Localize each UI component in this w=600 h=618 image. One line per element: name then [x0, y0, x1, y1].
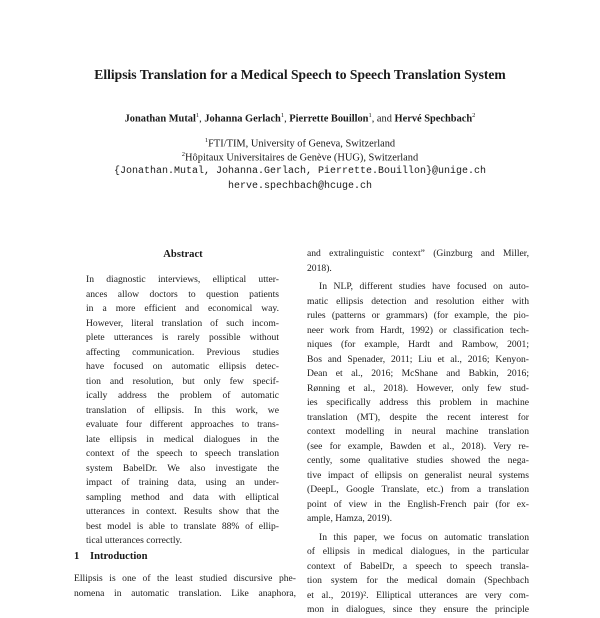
text-line: evaluate four different approaches to trans-: [86, 419, 279, 430]
text-line: context of the speech to speech translation: [86, 448, 279, 459]
text-line: In this paper, we focus on automatic translation: [319, 531, 529, 543]
text-line: ances allow doctors to question patients: [86, 288, 279, 300]
text-line: tive impact of ellipsis on generalist neural systems: [307, 469, 529, 481]
text-line: utterances in context. Results show that the: [86, 506, 279, 517]
author-separator: ,: [199, 113, 205, 125]
text-line: In NLP, different studies have focused on auto-: [319, 281, 529, 292]
affiliation-text: FTI/TIM, University of Geneva, Switzerland: [208, 138, 396, 150]
text-line: Rønning et al., 2018). However, only few stud-: [307, 382, 529, 394]
text-line: late ellipsis in medical dialogues in the: [86, 433, 279, 445]
text-line: context modelling in neural machine translation: [307, 426, 529, 437]
author-name: Johanna Gerlach: [204, 113, 281, 125]
text-line: Ellipsis is one of the least studied discursive phe-: [74, 573, 296, 584]
author-affiliation-mark: 1: [368, 112, 372, 119]
text-line: rules (patterns or grammars) (for example, the pio-: [307, 310, 529, 321]
text-line: In diagnostic interviews, elliptical utter-: [86, 274, 279, 285]
text-line: affecting communication. Previous studies: [86, 346, 279, 358]
text-line: translation (MT), despite the recent interest for: [307, 411, 529, 423]
text-line: tion system for the medical domain (Spechbach: [307, 575, 529, 586]
text-line: neer work from Hardt, 1992) or classification tech-: [307, 324, 529, 336]
text-line: However, literal translation of such incom-: [86, 317, 279, 329]
text-line: 2018).: [307, 262, 332, 274]
text-line: (see for example, Bawden et al., 2018). Very re-: [307, 440, 529, 452]
section-number: 1: [74, 551, 80, 562]
text-line: plete utterances is rarely possible without: [86, 332, 279, 343]
text-line: cently, some qualitative studies showed the nega-: [307, 455, 529, 466]
abstract-body: [86, 273, 279, 549]
email-line: {Jonathan.Mutal, Johanna.Gerlach, Pierrette.Bouillon}@unige.ch: [113, 166, 487, 177]
text-line: in a more efficient and economical way.: [86, 303, 279, 314]
text-line: et al., 2019)². Elliptical utterances are very com-: [307, 589, 529, 601]
author-name: Jonathan Mutal: [124, 113, 196, 125]
text-line: sampling method and data with elliptical: [86, 491, 279, 503]
author-separator: , and: [371, 113, 395, 125]
text-line: ically address the problem of automatic: [86, 390, 279, 401]
author-affiliation-mark: 1: [280, 112, 285, 119]
text-line: niques (for example, Hardt and Rambow, 2001;: [307, 339, 529, 350]
text-line: ies specifically address this problem in machine: [307, 397, 529, 408]
text-line: tion and resolution, but only few specif-: [86, 375, 279, 387]
text-line: nomena in automatic translation. Like anaphora,: [74, 587, 296, 599]
text-line: point of view in the English-French pair (for ex-: [307, 498, 529, 510]
section-heading: [74, 551, 148, 562]
text-line: translation of ellipsis. In this work, we: [86, 404, 279, 416]
affiliation-text: Hôpitaux Universitaires de Genève (HUG), Switzerland: [185, 152, 419, 164]
author-separator: ,: [284, 113, 290, 125]
right-column-body: [307, 247, 529, 618]
abstract-heading: Abstract: [163, 249, 203, 260]
affiliation-mark: 1: [204, 137, 209, 144]
email-line: herve.spechbach@hcuge.ch: [227, 181, 373, 192]
affiliation: [0, 137, 600, 149]
text-line: mon in dialogues, since they ensure the principle: [307, 604, 529, 615]
text-line: context of BabelDr, a speech to speech transla-: [307, 560, 529, 572]
paper-title: Ellipsis Translation for a Medical Speech to Speech Translation System: [94, 67, 506, 82]
author-affiliation-mark: 2: [472, 112, 476, 119]
text-line: of ellipsis in medical dialogues, in the particular: [307, 546, 529, 557]
author-name: Pierrette Bouillon: [289, 113, 369, 125]
text-line: (DeepL, Google Translate, etc.) from a translation: [307, 484, 529, 495]
text-line: Bos and Spenader, 2011; Liu et al., 2016; Kenyon-: [307, 353, 529, 365]
text-line: system BabelDr. We also investigate the: [86, 462, 279, 474]
text-line: impact of training data, using an under-: [86, 477, 279, 488]
text-line: ample, Hamza, 2019).: [307, 513, 392, 524]
affiliation-mark: 2: [181, 151, 186, 158]
introduction-body: [74, 572, 296, 601]
author-list: [0, 112, 600, 124]
text-line: matic ellipsis detection and resolution either with: [307, 295, 529, 307]
text-line: have focused on automatic ellipsis detec-: [86, 361, 279, 372]
text-line: tical utterances correctly.: [86, 535, 183, 546]
text-line: Dean et al., 2016; McShane and Babkin, 2016;: [307, 368, 529, 379]
text-line: and extralinguistic context” (Ginzburg and Miller,: [307, 248, 529, 259]
text-line: best model is able to translate 88% of ellip-: [86, 520, 279, 532]
section-title: Introduction: [90, 551, 148, 562]
author-name: Hervé Spechbach: [394, 113, 473, 125]
affiliation: [0, 151, 600, 163]
author-affiliation-mark: 1: [195, 112, 200, 119]
